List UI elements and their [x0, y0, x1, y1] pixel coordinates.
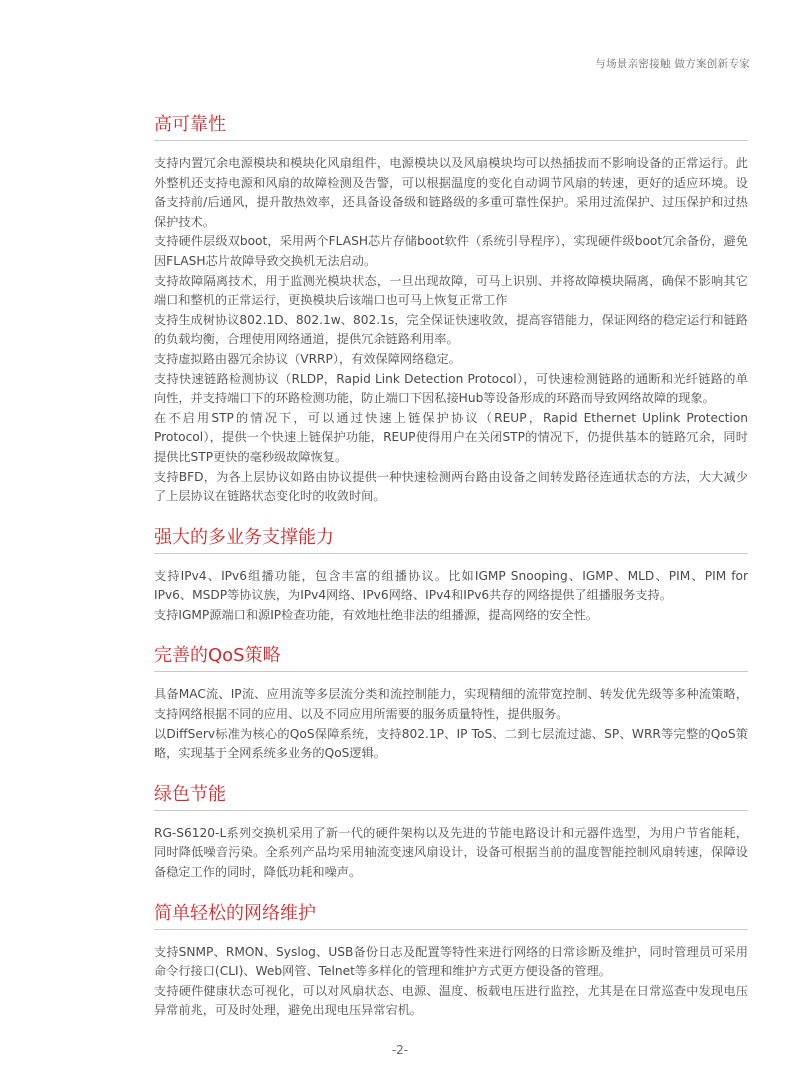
- paragraph: 支持虚拟路由器冗余协议（VRRP），有效保障网络稳定。: [154, 351, 461, 366]
- section-title: 简单轻松的网络维护: [154, 901, 748, 930]
- paragraph: 支持内置冗余电源模块和模块化风扇组件，电源模块以及风扇模块均可以热插拔而不影响设备的正常运行。此外整机还支持电源和风扇的故障检测及告警，可以根据温度的变化自动调节风扇的转速，更好的适应环境。设备支持前/后通风，提升散热效率，还具备设备级和链路级的多重可靠性保护。采用过流保护、过压保护和过热保护技术。: [154, 156, 748, 229]
- section-title: 绿色节能: [154, 782, 748, 811]
- paragraph: 以DiffServ标准为核心的QoS保障系统，支持802.1P、IP ToS、二到七层流过滤、SP、WRR等完整的QoS策略，实现基于全网系统多业务的QoS逻辑。: [154, 726, 748, 761]
- page-number: -2-: [391, 1043, 409, 1057]
- paragraph: 支持故障隔离技术，用于监测光模块状态，一旦出现故障，可马上识别、并将故障模块隔离，确保不影响其它端口和整机的正常运行，更换模块后该端口也可马上恢复正常工作: [154, 273, 748, 308]
- paragraph: 支持硬件健康状态可视化，可以对风扇状态、电源、温度、板载电压进行监控，尤其是在日常巡查中发现电压异常前兆，可及时处理，避免出现电压异常宕机。: [154, 983, 748, 1018]
- section-title: 强大的多业务支撑能力: [154, 525, 748, 554]
- section-title: 完善的QoS策略: [154, 643, 748, 672]
- section-title: 高可靠性: [154, 112, 748, 141]
- section-green-energy: [154, 782, 748, 883]
- paragraph: 支持生成树协议802.1D、802.1w、802.1s，完全保证快速收敛，提高容错能力，保证网络的稳定运行和链路的负载均衡，合理使用网络通道，提供冗余链路利用率。: [154, 312, 748, 347]
- paragraph: 支持BFD，为各上层协议如路由协议提供一种快速检测两台路由设备之间转发路径连通状态的方法，大大减少了上层协议在链路状态变化时的收敛时间。: [154, 469, 748, 504]
- paragraph: 支持硬件层级双boot，采用两个FLASH芯片存储boot软件（系统引导程序），实现硬件级boot冗余备份，避免因FLASH芯片故障导致交换机无法启动。: [154, 234, 748, 268]
- section-high-reliability: [154, 112, 748, 507]
- paragraph: 支持SNMP、RMON、Syslog、USB备份日志及配置等特性来进行网络的日常诊断及维护，同时管理员可采用命令行接口(CLI)、Web网管、Telnet等多样化的管理和维护方式更方便设备的管理。: [154, 944, 748, 979]
- paragraph: 支持IGMP源端口和源IP检查功能，有效地杜绝非法的组播源，提高网络的安全性。: [154, 607, 599, 622]
- section-multi-service: [154, 525, 748, 626]
- paragraph: RG-S6120-L系列交换机采用了新一代的硬件架构以及先进的节能电路设计和元器件选型，为用户节省能耗，同时降低噪音污染。全系列产品均采用轴流变速风扇设计，设备可根据当前的温度智能控制风扇转速，保障设备稳定工作的同时，降低功耗和噪声。: [154, 825, 748, 880]
- paragraph: 在不启用STP的情况下，可以通过快速上链保护协议（REUP，Rapid Ethernet Uplink Protection Protocol），提供一个快速上链保护功能，REUP使得用户在关闭STP的情况下，仍提供基本的链路冗余，同时提供比STP更快的毫秒级故障恢复。: [154, 410, 748, 464]
- paragraph: 支持IPv4、IPv6组播功能，包含丰富的组播协议。比如IGMP Snooping、IGMP、MLD、PIM、PIM for IPv6、MSDP等协议族，为IPv4网络、IPv6网络、IPv4和IPv6共存的网络提供了组播服务支持。: [154, 568, 748, 603]
- header-slogan: 与场景亲密接触 做方案创新专家: [595, 58, 750, 70]
- paragraph: 支持快速链路检测协议（RLDP，Rapid Link Detection Protocol），可快速检测链路的通断和光纤链路的单向性，并支持端口下的环路检测功能，防止端口下因私接Hub等设备形成的环路而导致网络故障的现象。: [154, 371, 748, 406]
- document-body: [154, 112, 748, 1021]
- section-network-maintenance: [154, 901, 748, 1021]
- paragraph: 具备MAC流、IP流、应用流等多层流分类和流控制能力，实现精细的流带宽控制、转发优先级等多种流策略，支持网络根据不同的应用、以及不同应用所需要的服务质量特性，提供服务。: [154, 687, 748, 722]
- section-qos: [154, 643, 748, 763]
